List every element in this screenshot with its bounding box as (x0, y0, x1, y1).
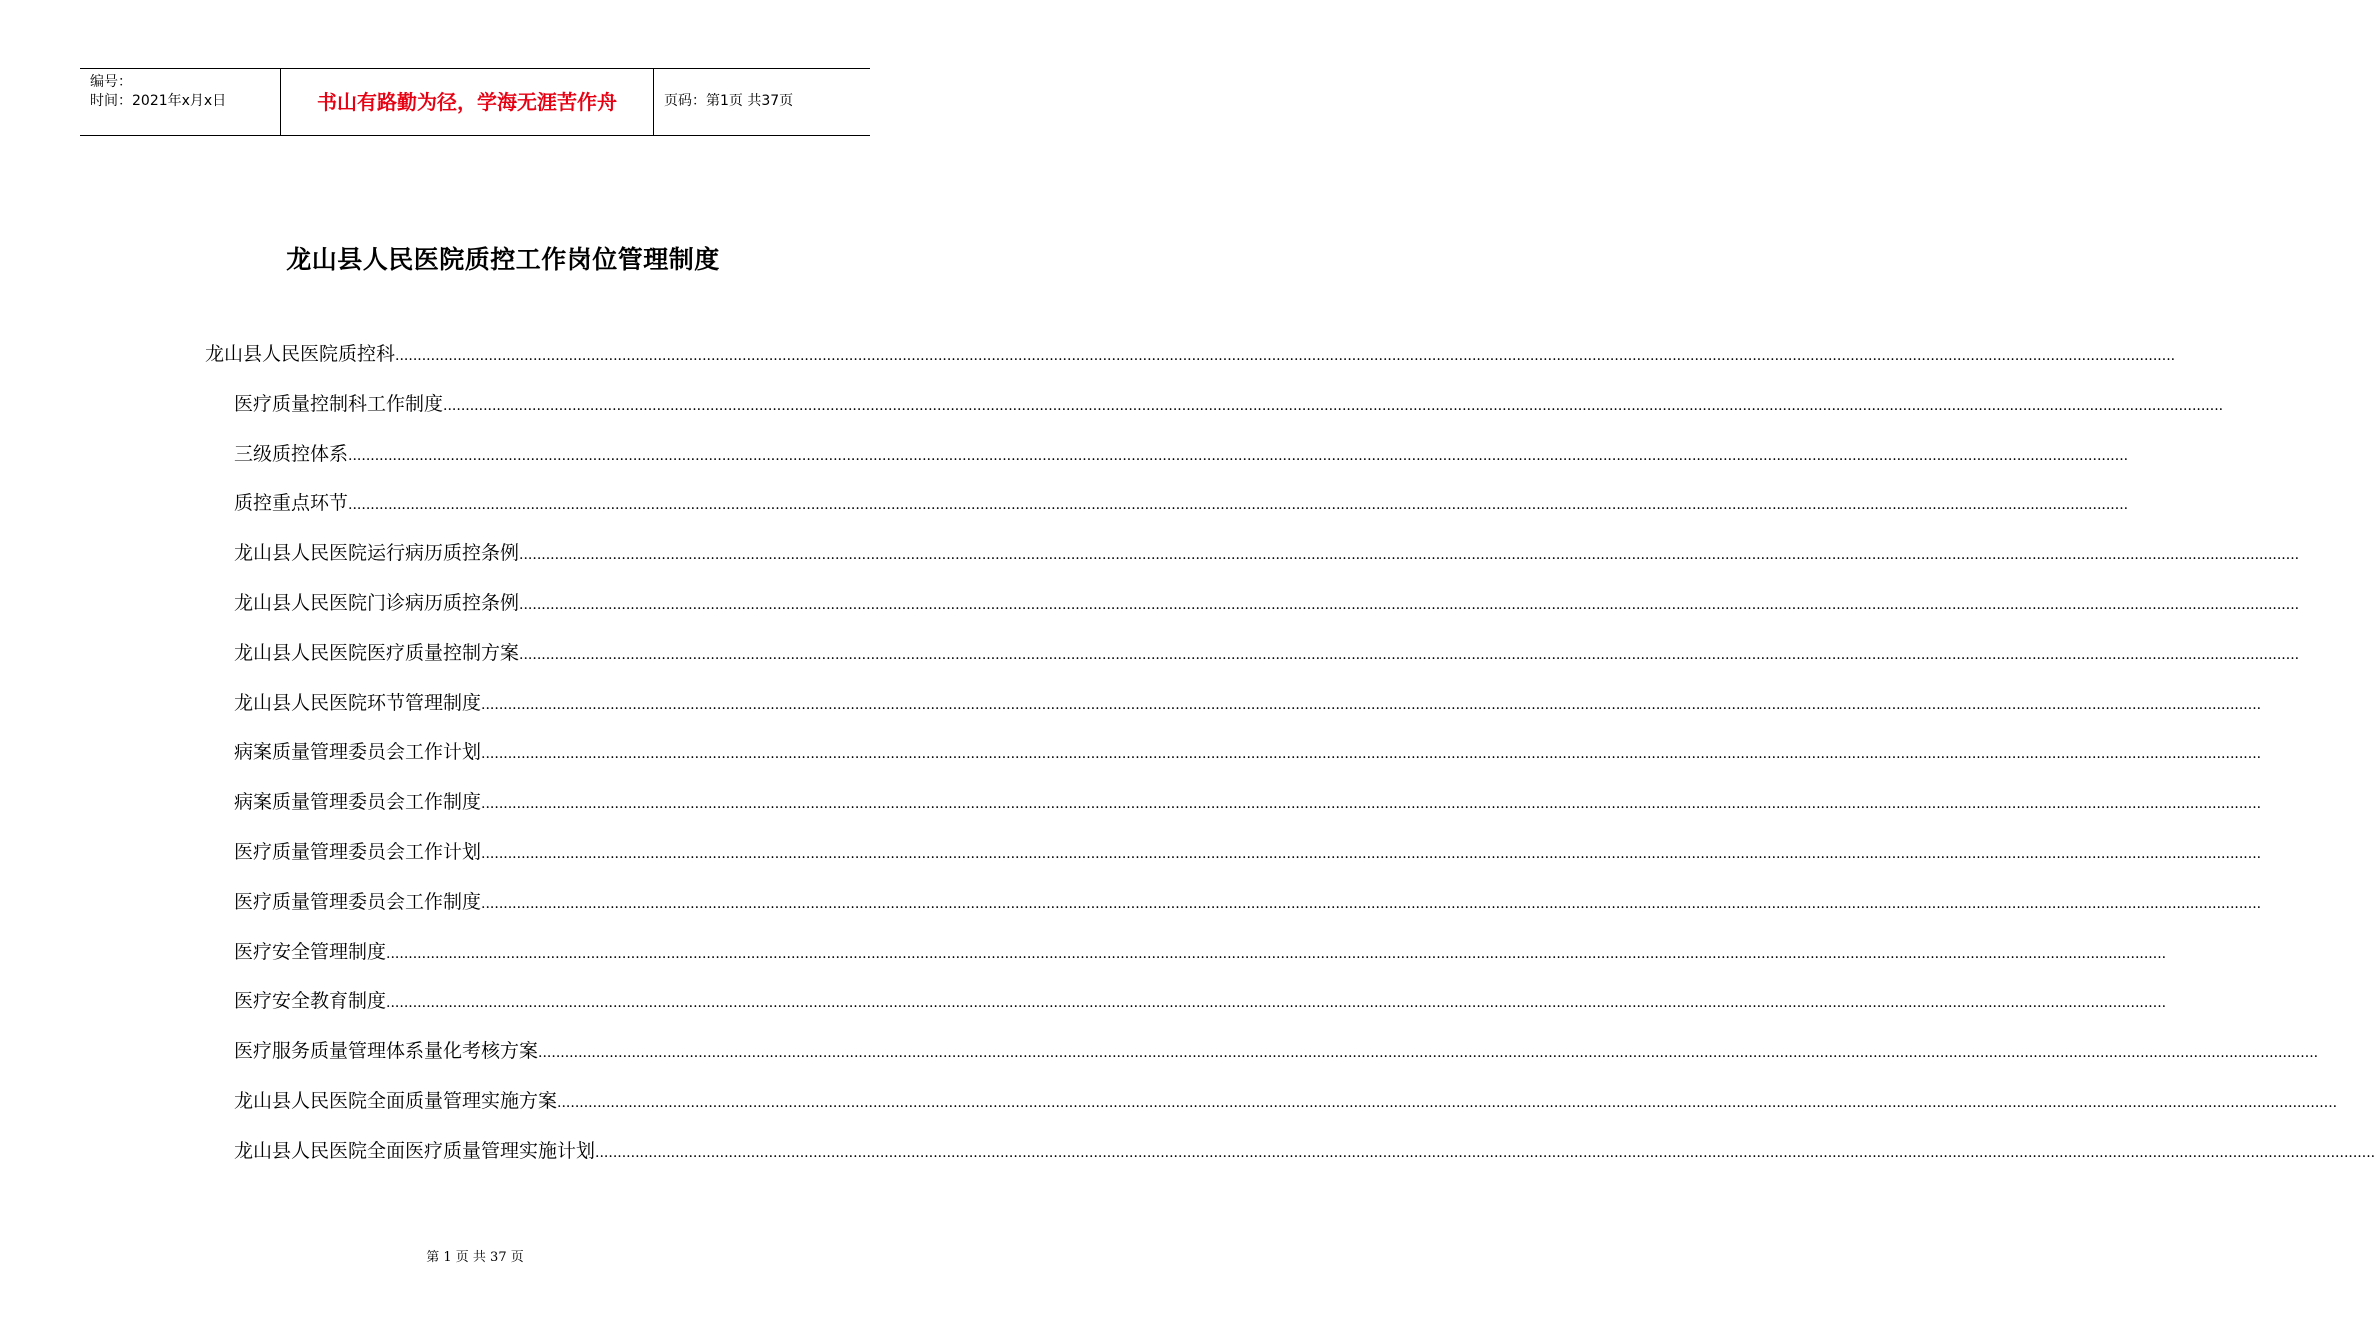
toc-entry[interactable] (234, 438, 2129, 470)
toc-dot-leader: ................................................................................................................................................................................................................................................................................................................................................................................................................ (557, 1095, 2338, 1111)
toc-entry-label: 龙山县人民医院运行病历质控条例 (234, 542, 520, 565)
toc-dot-leader: ................................................................................................................................................................................................................................................................................................................................................................................................................ (386, 945, 2167, 962)
toc-entry[interactable] (234, 936, 2167, 968)
number-label: 编号： (90, 74, 132, 90)
toc-entry-label: 病案质量管理委员会工作计划 (234, 741, 482, 764)
toc-entry[interactable] (234, 1035, 2319, 1067)
toc-dot-leader: ................................................................................................................................................................................................................................................................................................................................................................................................................ (481, 846, 2262, 862)
toc-entry-label: 医疗安全教育制度 (234, 990, 387, 1013)
toc-entry[interactable] (234, 786, 2262, 818)
toc-entry-label: 龙山县人民医院医疗质量控制方案 (234, 641, 520, 664)
toc-entry[interactable] (234, 537, 2300, 569)
toc-entry[interactable] (205, 338, 2176, 370)
document-title: 龙山县人民医院质控工作岗位管理制度 (286, 245, 720, 274)
toc-entry[interactable] (234, 1135, 2375, 1167)
toc-entry[interactable] (234, 836, 2262, 868)
toc-entry-label: 医疗服务质量管理体系量化考核方案 (234, 1040, 539, 1063)
toc-dot-leader: ................................................................................................................................................................................................................................................................................................................................................................................................................ (395, 348, 2176, 364)
toc-entry[interactable] (234, 1085, 2338, 1117)
toc-entry[interactable] (234, 736, 2262, 768)
toc-dot-leader: ................................................................................................................................................................................................................................................................................................................................................................................................................ (519, 597, 2300, 613)
header-motto: 书山有路勤为径，学海无涯苦作舟 (281, 69, 654, 135)
toc-dot-leader: ................................................................................................................................................................................................................................................................................................................................................................................................................ (348, 497, 2129, 514)
toc-entry[interactable] (234, 985, 2167, 1017)
toc-entry-label: 龙山县人民医院环节管理制度 (234, 691, 482, 714)
toc-dot-leader: ................................................................................................................................................................................................................................................................................................................................................................................................................ (481, 796, 2262, 813)
toc-entry-label: 龙山县人民医院全面医疗质量管理实施计划 (234, 1139, 596, 1162)
toc-entry[interactable] (234, 587, 2300, 619)
toc-entry[interactable] (234, 637, 2300, 669)
toc-entry-label: 医疗质量管理委员会工作计划 (234, 841, 482, 863)
toc-entry[interactable] (234, 687, 2262, 719)
page-header (80, 68, 870, 136)
toc-entry-label: 龙山县人民医院全面质量管理实施方案 (234, 1090, 558, 1112)
toc-entry[interactable] (234, 487, 2129, 519)
toc-dot-leader: ................................................................................................................................................................................................................................................................................................................................................................................................................ (519, 547, 2300, 564)
toc-entry-label: 龙山县人民医院门诊病历质控条例 (234, 592, 520, 614)
toc-entry[interactable] (234, 886, 2262, 918)
toc-dot-leader: ................................................................................................................................................................................................................................................................................................................................................................................................................ (519, 646, 2300, 663)
header-meta-cell (80, 69, 281, 135)
time-label: 时间：2021年x月x日 (90, 93, 227, 109)
header-page-info: 页码：第1页 共37页 (664, 93, 794, 109)
toc-dot-leader: ................................................................................................................................................................................................................................................................................................................................................................................................................ (595, 1144, 2375, 1161)
toc-entry-label: 病案质量管理委员会工作制度 (234, 791, 482, 814)
toc-dot-leader: ................................................................................................................................................................................................................................................................................................................................................................................................................ (443, 397, 2224, 414)
toc-entry-label: 龙山县人民医院质控科 (205, 343, 396, 365)
toc-dot-leader: ................................................................................................................................................................................................................................................................................................................................................................................................................ (386, 995, 2167, 1012)
toc-entry[interactable] (234, 388, 2224, 420)
toc-dot-leader: ................................................................................................................................................................................................................................................................................................................................................................................................................ (538, 1045, 2319, 1062)
toc-dot-leader: ................................................................................................................................................................................................................................................................................................................................................................................................................ (481, 746, 2262, 763)
toc-entry-label: 三级质控体系 (234, 442, 349, 465)
toc-entry-label: 医疗安全管理制度 (234, 940, 387, 963)
toc-entry-label: 医疗质量控制科工作制度 (234, 392, 444, 415)
toc-entry-label: 质控重点环节 (234, 492, 349, 515)
toc-dot-leader: ................................................................................................................................................................................................................................................................................................................................................................................................................ (348, 447, 2129, 464)
toc-dot-leader: ................................................................................................................................................................................................................................................................................................................................................................................................................ (481, 895, 2262, 912)
toc-entry-label: 医疗质量管理委员会工作制度 (234, 890, 482, 913)
page-footer: 第 1 页 共 37 页 (426, 1250, 524, 1265)
toc-dot-leader: ................................................................................................................................................................................................................................................................................................................................................................................................................ (481, 696, 2262, 713)
